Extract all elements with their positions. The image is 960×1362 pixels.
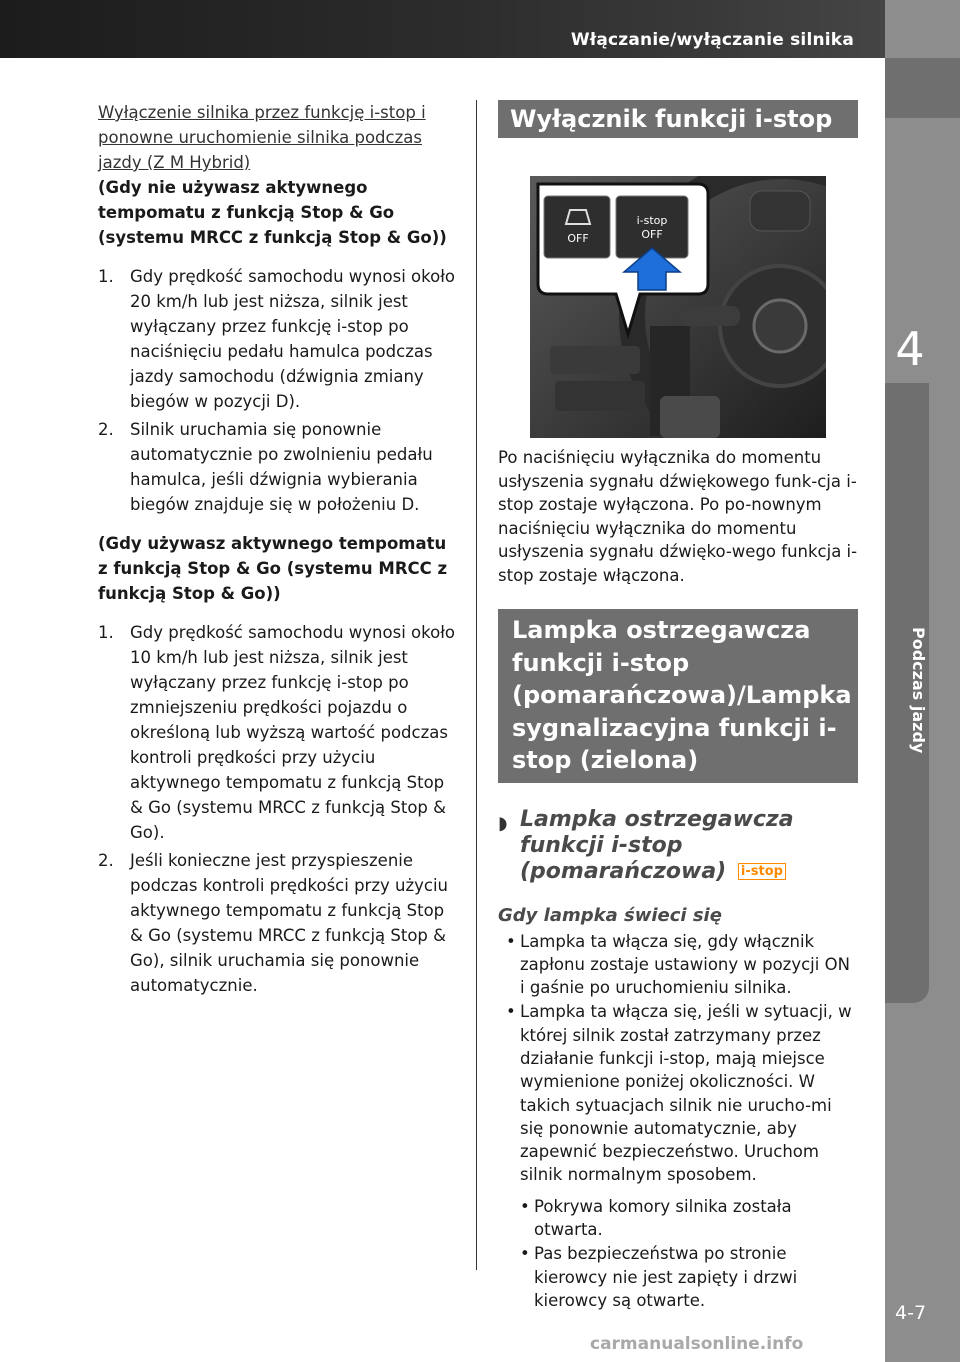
item-text: Silnik uruchamia się ponownie automatycznie po zwolnieniu pedału hamulca, jeśli dźwignia wybierania biegów znajduje się w położeniu D.	[130, 420, 433, 514]
sub-bullet-text: Pokrywa komory silnika została otwarta.	[534, 1196, 792, 1240]
watermark: carmanualsonline.info	[590, 1334, 804, 1354]
list-item	[98, 264, 458, 414]
istop-switch-illustration	[530, 176, 826, 438]
right-column	[498, 100, 858, 1313]
item-text: Jeśli konieczne jest przyspieszenie podczas kontroli prędkości przy użyciu aktywnego tempomatu z funkcją Stop & Go (systemu MRCC z funkcją Stop & Go), silnik uruchamia się ponownie automatycznie.	[130, 851, 449, 995]
column-divider	[476, 100, 477, 1270]
item-number: 1.	[98, 623, 114, 642]
switch-description: Po naciśnięciu wyłącznika do momentu usłyszenia sygnału dźwiękowego funk-cja i-stop zostaje wyłączona. Po po-nownym naciśnięciu wyłącznika do momentu usłyszenia sygnału dźwięko-wego funkcja i-stop zostaje włączona.	[498, 448, 858, 585]
list-item	[98, 620, 458, 845]
istop-button-off: OFF	[641, 228, 663, 241]
sub-bullet-text: Pas bezpieczeństwa po stronie kierowcy nie jest zapięty i drzwi kierowcy są otwarte.	[534, 1244, 798, 1310]
page-header-title: Włączanie/wyłączanie silnika	[570, 30, 854, 50]
left-button-label: OFF	[567, 232, 589, 245]
item-number: 2.	[98, 851, 114, 870]
section-title-lamps: Lampka ostrzegawcza funkcji i-stop (pomarańczowa)/Lampka sygnalizacyjna funkcji i-stop (zielona)	[498, 609, 858, 783]
item-number: 1.	[98, 267, 114, 286]
section-title-switch: Wyłącznik funkcji i-stop	[498, 100, 858, 138]
bullet-text: Lampka ta włącza się, jeśli w sytuacji, w której silnik został zatrzymany przez działanie funkcji i-stop, mają miejsce wymienione poniżej okoliczności. W takich sytuacjach silnik nie urucho-mi się ponownie automatycznie, aby zapewnić bezpieczeństwo. Uruchom silnik normalnym sposobem.	[520, 1002, 852, 1185]
bullet-text: Lampka ta włącza się, gdy włącznik zapłonu zostaje ustawiony w pozycji ON i gaśnie po uruchomieniu silnika.	[520, 931, 850, 998]
list-item: • Lampka ta włącza się, gdy włącznik zapłonu zostaje ustawiony w pozycji ON i gaśnie po uruchomieniu silnika.	[506, 931, 850, 998]
list-item	[98, 417, 458, 517]
numbered-list-1	[98, 264, 458, 517]
chapter-number: 4	[895, 322, 925, 376]
istop-button-label: i-stop	[636, 214, 668, 227]
page-number: 4-7	[895, 1302, 927, 1324]
condition-heading: Gdy lampka świeci się	[498, 904, 722, 926]
list-item	[98, 848, 458, 998]
item-text: Gdy prędkość samochodu wynosi około 10 km/h lub jest niższa, silnik jest wyłączany przez funkcję i-stop po zmniejszeniu prędkości pojazdu o określoną lub wyższą wartość podczas kontroli prędkości przy użyciu aktywnego tempomatu z funkcją Stop & Go (systemu MRCC z funkcją Stop & Go).	[130, 623, 455, 842]
dashboard-image	[530, 176, 826, 438]
lamp-subheading-text: Lampka ostrzegawcza funkcji i-stop (pomarańczowa)	[520, 806, 794, 884]
chapter-tab-label: Podczas jazdy	[909, 626, 928, 754]
istop-warning-icon: i-stop	[738, 863, 786, 880]
underline-heading: Wyłączenie silnika przez funkcję i-stop i ponowne uruchomienie silnika podczas jazdy (Z M Hybrid)	[98, 103, 426, 172]
sub-bullet-list	[498, 1195, 858, 1312]
lamp-subheading	[498, 807, 858, 885]
list-item: • Lampka ta włącza się, jeśli w sytuacji, w której silnik został zatrzymany przez działanie funkcji i-stop, mają miejsce wymienione poniżej okoliczności. W takich sytuacjach silnik nie urucho-mi się ponownie automatycznie, aby zapewnić bezpieczeństwo. Uruchom silnik normalnym sposobem.	[506, 1002, 852, 1185]
bullet-list	[498, 930, 858, 1187]
section-marker-icon: ◗	[498, 812, 508, 834]
list-item: • Pokrywa komory silnika została otwarta.	[520, 1196, 792, 1240]
side-band-top	[885, 58, 960, 118]
item-text: Gdy prędkość samochodu wynosi około 20 km/h lub jest niższa, silnik jest wyłączany przez funkcję i-stop po naciśnięciu pedału hamulca podczas jazdy samochodu (dźwignia zmiany biegów w pozycji D).	[130, 267, 455, 411]
list-item: • Pas bezpieczeństwa po stronie kierowcy nie jest zapięty i drzwi kierowcy są otwarte.	[520, 1244, 798, 1310]
item-number: 2.	[98, 420, 114, 439]
condition-heading-1: (Gdy nie używasz aktywnego tempomatu z funkcją Stop & Go (systemu MRCC z funkcją Stop & Go))	[98, 178, 447, 247]
numbered-list-2	[98, 620, 458, 998]
left-column	[98, 100, 458, 1012]
condition-heading-2: (Gdy używasz aktywnego tempomatu z funkcją Stop & Go (systemu MRCC z funkcją Stop & Go))	[98, 534, 448, 603]
